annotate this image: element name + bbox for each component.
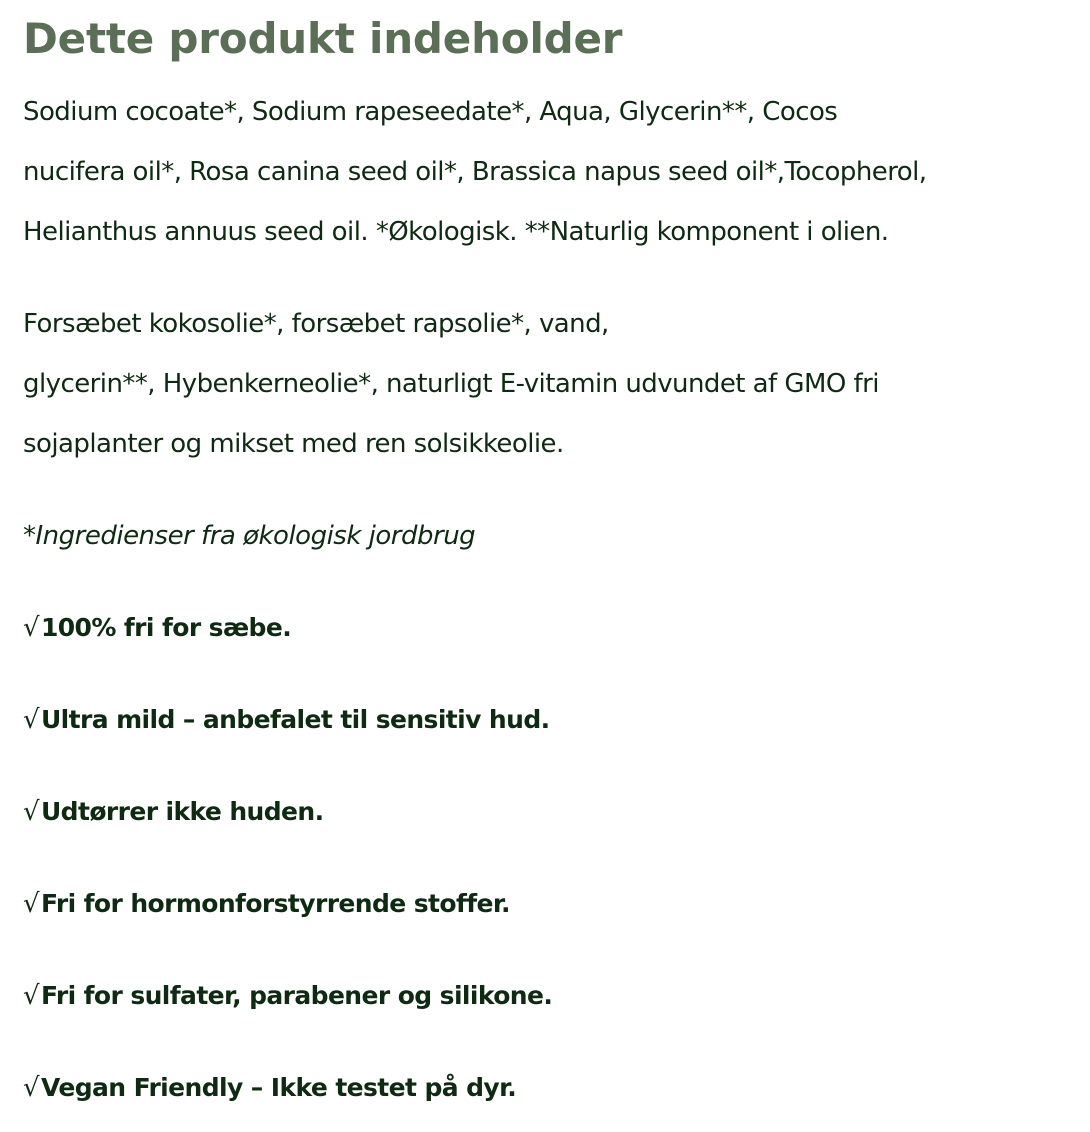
claim-text: 100% fri for sæbe.: [40, 613, 292, 642]
inci-ingredients: [23, 82, 1073, 262]
claim-text: Fri for sulfater, parabener og silikone.: [40, 981, 553, 1010]
organic-note: *Ingredienser fra økologisk jordbrug: [23, 521, 476, 551]
danish-line: Forsæbet kokosolie*, forsæbet rapsolie*, vand,: [23, 309, 609, 339]
claim-item: [23, 874, 1073, 934]
claim-text: Fri for hormonforstyrrende stoffer.: [40, 889, 510, 918]
claim-item: [23, 598, 1073, 658]
claim-text: Ultra mild – anbefalet til sensitiv hud.: [40, 705, 550, 734]
claim-item: [23, 966, 1073, 1026]
check-icon: √: [23, 1073, 39, 1103]
inci-line: Helianthus annuus seed oil. *Økologisk. **Naturlig komponent i olien.: [23, 217, 889, 247]
claim-item: [23, 1058, 1073, 1118]
claim-text: Vegan Friendly – Ikke testet på dyr.: [40, 1073, 517, 1102]
danish-line: glycerin**, Hybenkerneolie*, naturligt E-vitamin udvundet af GMO fri: [23, 369, 879, 399]
claim-item: [23, 782, 1073, 842]
check-icon: √: [23, 981, 39, 1011]
inci-line: nucifera oil*, Rosa canina seed oil*, Brassica napus seed oil*,Tocopherol,: [23, 157, 927, 187]
section-title: Dette produkt indeholder: [23, 14, 623, 63]
danish-line: sojaplanter og mikset med ren solsikkeolie.: [23, 429, 564, 459]
check-icon: √: [23, 613, 39, 643]
product-claims-list: [23, 598, 1073, 1118]
claim-text: Udtørrer ikke huden.: [40, 797, 324, 826]
check-icon: √: [23, 889, 39, 919]
check-icon: √: [23, 705, 39, 735]
product-ingredients-section: [23, 0, 1073, 1118]
inci-line: Sodium cocoate*, Sodium rapeseedate*, Aqua, Glycerin**, Cocos: [23, 97, 838, 127]
claim-item: [23, 690, 1073, 750]
check-icon: √: [23, 797, 39, 827]
danish-ingredients: [23, 294, 1073, 474]
